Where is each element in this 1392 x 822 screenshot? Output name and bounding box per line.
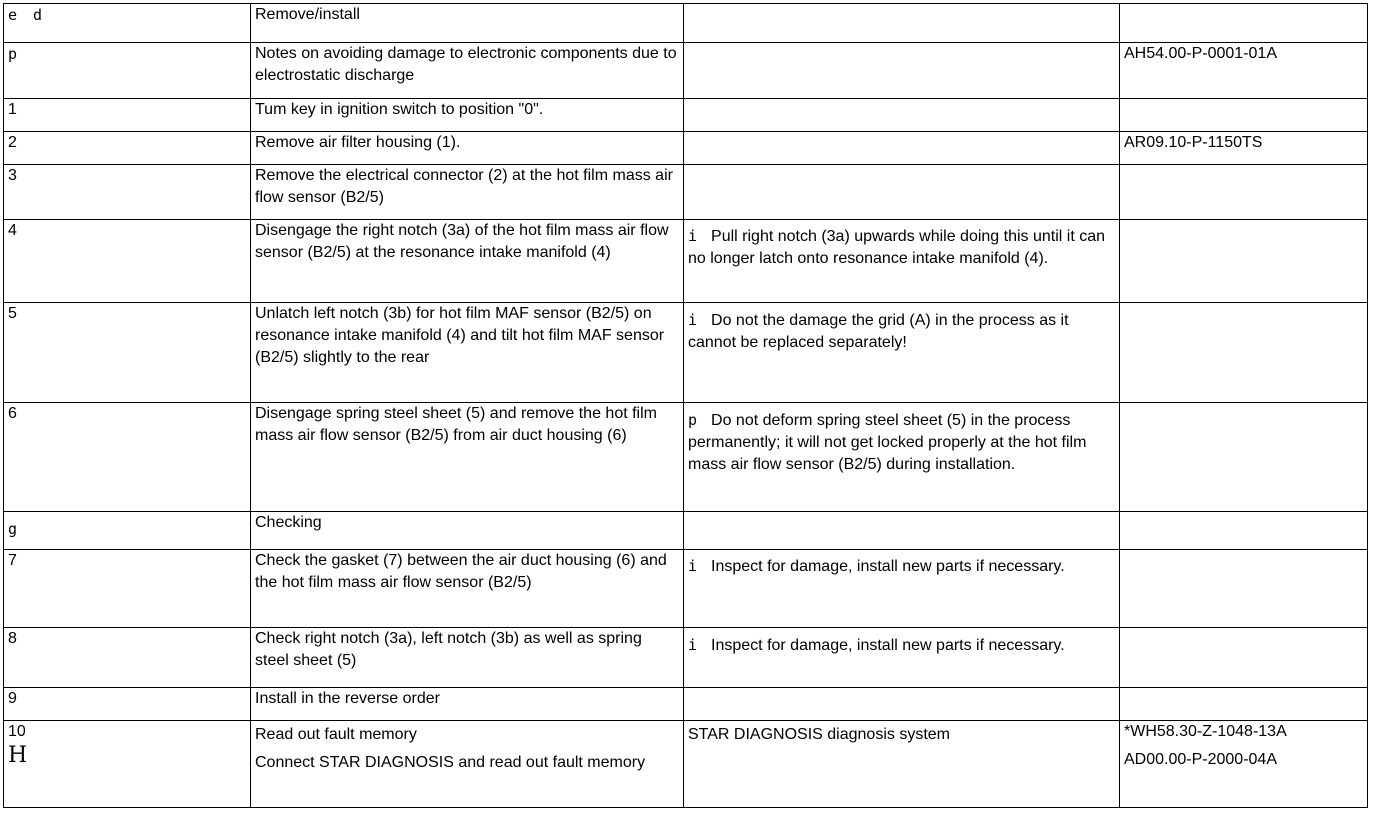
step-number: 4 (4, 220, 251, 303)
step-number: 3 (4, 165, 251, 220)
table-row (4, 550, 1368, 628)
note-text: Inspect for damage, install new parts if necessary. (711, 637, 1065, 654)
step-text-cell (251, 721, 684, 808)
document-reference-link[interactable]: AR09.10-P-1150TS (1120, 132, 1368, 165)
table-row (4, 132, 1368, 165)
ref-cell (1120, 165, 1368, 220)
table-row (4, 99, 1368, 132)
table-row (4, 43, 1368, 99)
step-symbol-cell (4, 512, 251, 550)
note-cell (684, 4, 1120, 43)
caution-icon: p (688, 411, 698, 429)
step-text: Check right notch (3a), left notch (3b) as well as spring steel sheet (5) (251, 628, 684, 688)
checking-icon: g (8, 520, 18, 538)
note-cell (684, 165, 1120, 220)
step-text: Install in the reverse order (251, 688, 684, 721)
remove-install-icon: e (8, 6, 18, 24)
step-text: Remove air filter housing (1). (251, 132, 684, 165)
ref-cell (1120, 628, 1368, 688)
step-text: Checking (251, 512, 684, 550)
table-row (4, 303, 1368, 403)
step-subtext: Connect STAR DIAGNOSIS and read out fault memory (255, 754, 646, 771)
note-text: Pull right notch (3a) upwards while doing this until it can no longer latch onto resonance intake manifold (4). (688, 228, 1106, 267)
table-row (4, 628, 1368, 688)
table-row (4, 721, 1368, 808)
table-row (4, 512, 1368, 550)
note-cell (684, 43, 1120, 99)
table-row (4, 220, 1368, 303)
document-reference-link[interactable]: AH54.00-P-0001-01A (1120, 43, 1368, 99)
ref-cell (1120, 512, 1368, 550)
note-cell (684, 688, 1120, 721)
ref-cell (1120, 721, 1368, 808)
step-text: Remove the electrical connector (2) at the hot film mass air flow sensor (B2/5) (251, 165, 684, 220)
note-cell (684, 303, 1120, 403)
step-number: 8 (4, 628, 251, 688)
note-cell (684, 550, 1120, 628)
ref-cell (1120, 99, 1368, 132)
step-symbol-cell (4, 4, 251, 43)
info-icon: i (688, 636, 698, 654)
table-row (4, 165, 1368, 220)
table-row (4, 4, 1368, 43)
step-text: Disengage spring steel sheet (5) and remove the hot film mass air flow sensor (B2/5) from air duct housing (6) (251, 403, 684, 512)
tool-text: STAR DIAGNOSIS diagnosis system (684, 721, 1120, 808)
step-text: Disengage the right notch (3a) of the hot film mass air flow sensor (B2/5) at the resonance intake manifold (4) (251, 220, 684, 303)
step-symbol-cell (4, 43, 251, 99)
ref-cell (1120, 4, 1368, 43)
note-text: Do not deform spring steel sheet (5) in the process permanently; it will not get locked properly at the hot film mass air flow sensor (B2/5) during installation. (688, 412, 1087, 473)
note-cell (684, 403, 1120, 512)
document-reference-link[interactable]: *WH58.30-Z-1048-13A (1124, 723, 1287, 740)
info-icon: i (688, 311, 698, 329)
step-number-cell (4, 721, 251, 808)
step-text: Notes on avoiding damage to electronic components due to electrostatic discharge (251, 43, 684, 99)
step-number: 6 (4, 403, 251, 512)
ref-cell (1120, 303, 1368, 403)
info-icon: i (688, 557, 698, 575)
ref-cell (1120, 688, 1368, 721)
step-number: 7 (4, 550, 251, 628)
step-text: Remove/install (251, 4, 684, 43)
note-cell (684, 99, 1120, 132)
step-number: 5 (4, 303, 251, 403)
ref-cell (1120, 550, 1368, 628)
note-cell (684, 628, 1120, 688)
step-text: Tum key in ignition switch to position "0". (251, 99, 684, 132)
caution-icon: p (8, 45, 18, 63)
table-row (4, 688, 1368, 721)
step-number: 10 (8, 723, 26, 740)
ref-cell (1120, 220, 1368, 303)
info-icon: i (688, 227, 698, 245)
note-text: Do not the damage the grid (A) in the process as it cannot be replaced separately! (688, 312, 1069, 351)
step-text: Check the gasket (7) between the air duct housing (6) and the hot film mass air flow sensor (B2/5) (251, 550, 684, 628)
ref-cell (1120, 403, 1368, 512)
document-reference-link[interactable]: AD00.00-P-2000-04A (1124, 751, 1277, 768)
diagnosis-icon: H (8, 743, 28, 768)
step-number: 1 (4, 99, 251, 132)
step-number: 9 (4, 688, 251, 721)
note-cell (684, 220, 1120, 303)
table-row (4, 403, 1368, 512)
step-text: Read out fault memory (255, 726, 417, 743)
note-text: Inspect for damage, install new parts if necessary. (711, 558, 1065, 575)
step-number: 2 (4, 132, 251, 165)
note-cell (684, 512, 1120, 550)
note-cell (684, 132, 1120, 165)
remove-install-icon-b: d (33, 6, 43, 24)
procedure-table (3, 3, 1368, 808)
step-text: Unlatch left notch (3b) for hot film MAF sensor (B2/5) on resonance intake manifold (4) and tilt hot film MAF sensor (B2/5) slightly to the rear (251, 303, 684, 403)
